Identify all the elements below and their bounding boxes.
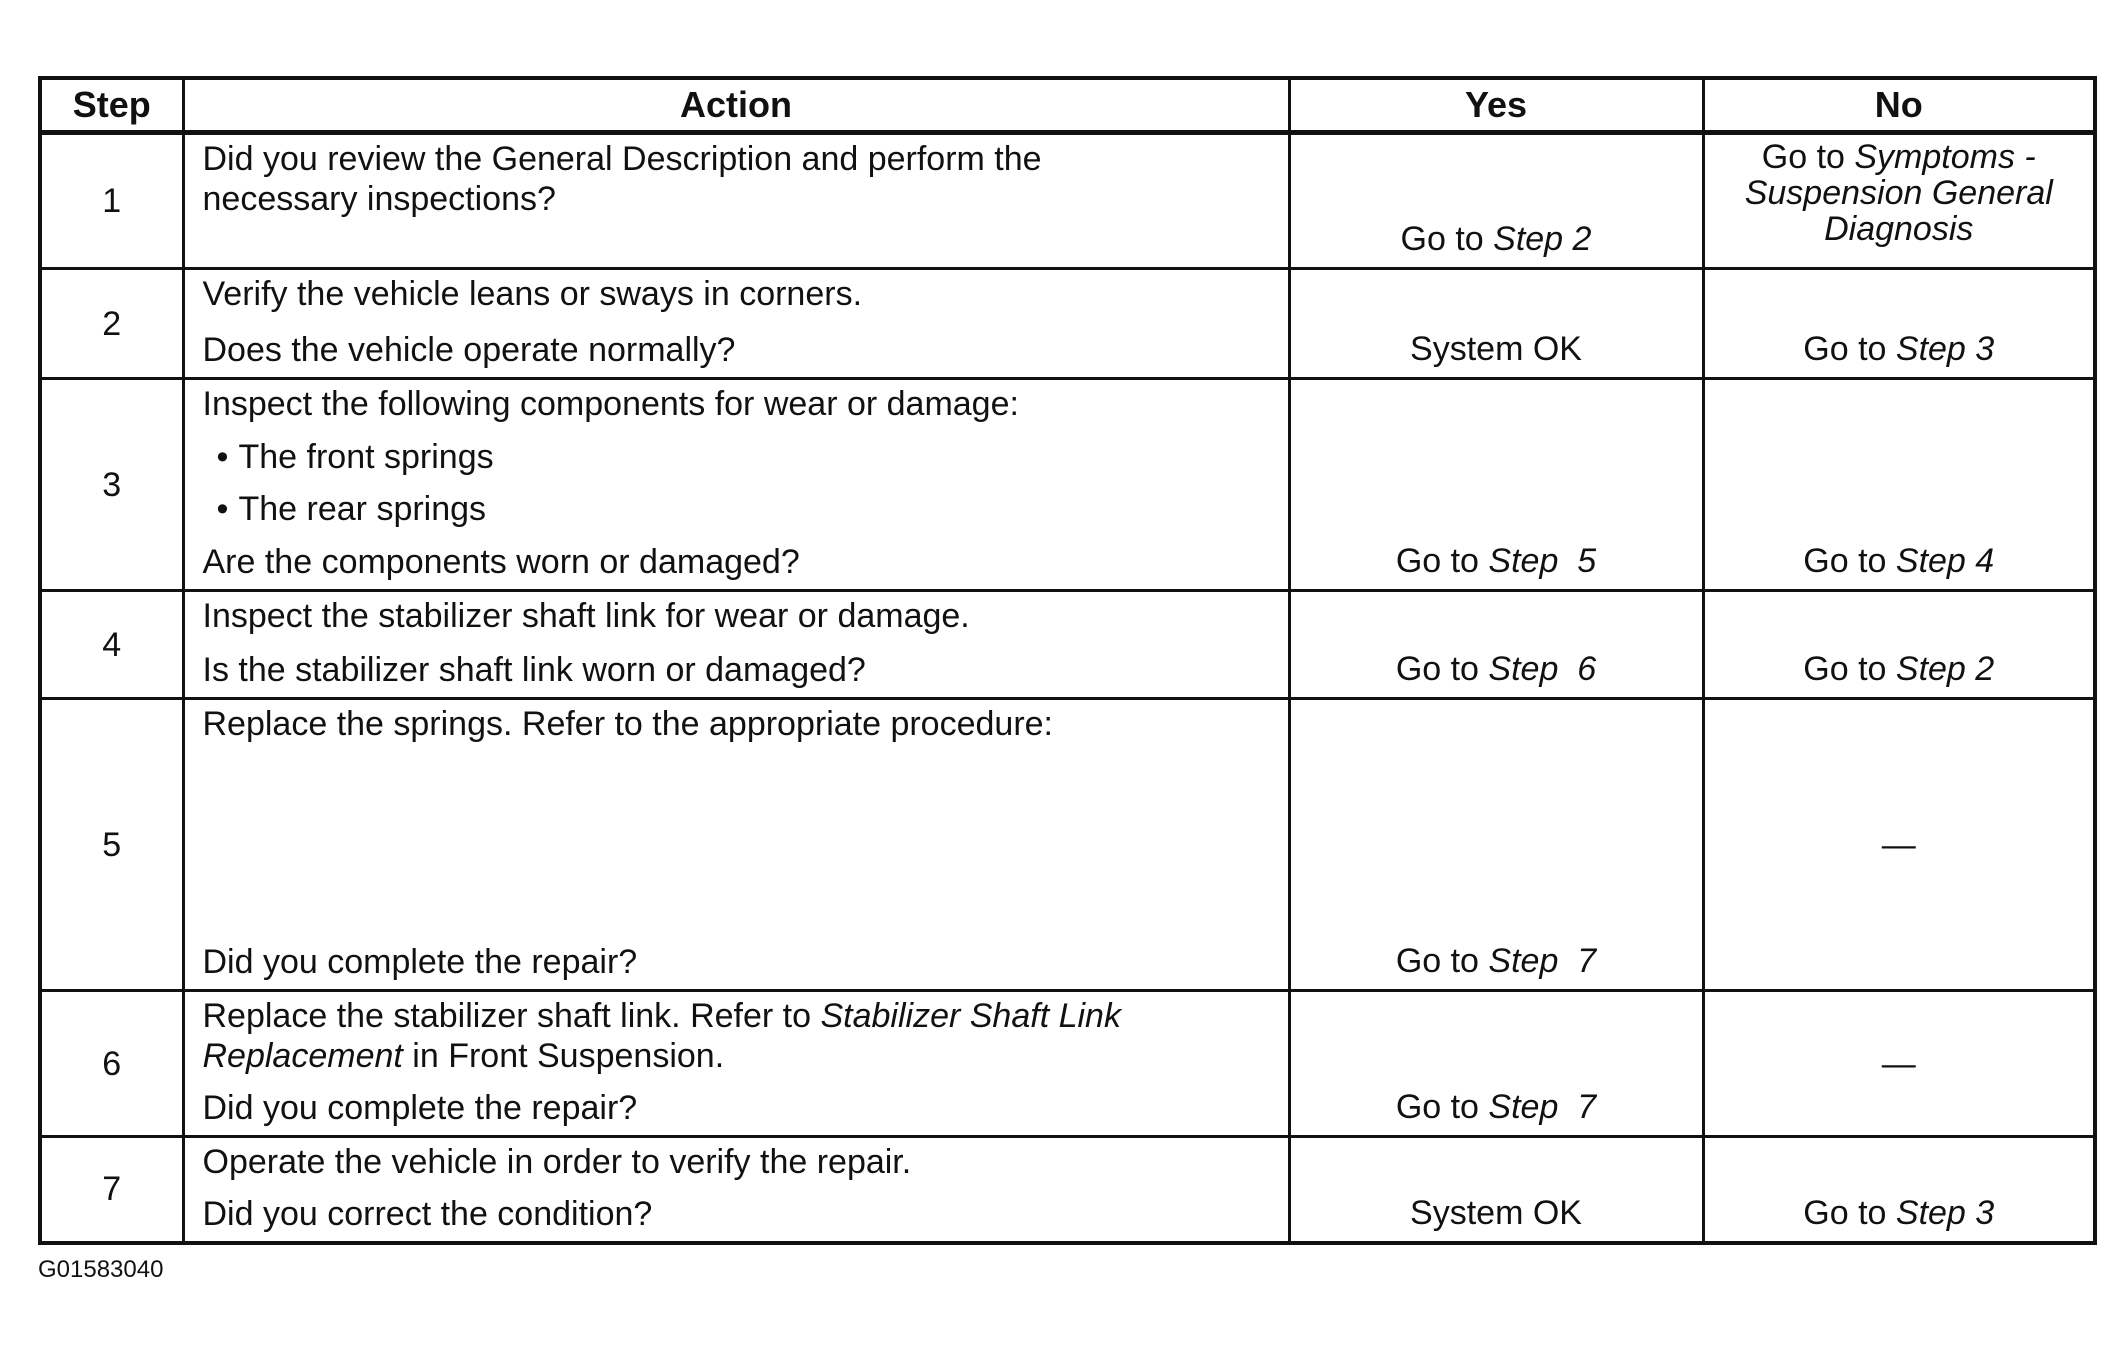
table-row xyxy=(40,1137,2095,1243)
no-prefix: Go to xyxy=(1803,650,1896,688)
no-prefix: Go to xyxy=(1803,330,1896,368)
bullet-item: • The rear springs xyxy=(203,489,1280,529)
action-text: Replace the springs. Refer to the appropriate procedure: xyxy=(202,705,1053,743)
procedure-reference: Suspension General xyxy=(1744,174,2053,212)
no-cell xyxy=(1703,699,2095,991)
action-text: Did you complete the repair? xyxy=(202,1089,638,1127)
step-reference: Step 4 xyxy=(1895,542,1995,580)
step-number: 5 xyxy=(40,699,183,991)
table-row xyxy=(40,591,2095,699)
yes-cell xyxy=(1289,591,1703,699)
no-prefix: Go to xyxy=(1761,138,1855,176)
figure-id: G01583040 xyxy=(38,1256,164,1283)
action-cell xyxy=(183,991,1289,1137)
header-yes: Yes xyxy=(1289,78,1703,133)
yes-prefix: Go to xyxy=(1395,942,1489,980)
action-text: Did you complete the repair? xyxy=(202,943,638,981)
step-reference: Step 3 xyxy=(1895,330,1995,368)
procedure-reference: Symptoms - xyxy=(1854,138,2036,176)
procedure-reference: Diagnosis xyxy=(1824,210,1974,248)
action-cell xyxy=(183,269,1289,379)
yes-text: System OK xyxy=(1410,330,1582,368)
action-text: Inspect the stabilizer shaft link for wear or damage. xyxy=(202,597,970,635)
procedure-reference: Replacement xyxy=(202,1037,403,1075)
diagnostic-table xyxy=(38,76,2097,1245)
no-cell xyxy=(1703,591,2095,699)
step-number: 6 xyxy=(40,991,183,1137)
header-row xyxy=(40,78,2095,133)
table-row xyxy=(40,379,2095,591)
step-number: 3 xyxy=(40,379,183,591)
step-reference: Step 6 xyxy=(1488,650,1597,688)
action-cell xyxy=(183,133,1289,269)
action-text: Verify the vehicle leans or sways in corners. xyxy=(202,275,863,313)
step-number: 2 xyxy=(40,269,183,379)
header-action: Action xyxy=(183,78,1289,133)
not-applicable-dash: — xyxy=(1881,825,1916,864)
yes-prefix: Go to xyxy=(1395,1088,1489,1126)
yes-cell xyxy=(1289,699,1703,991)
no-cell xyxy=(1703,1137,2095,1243)
table-row xyxy=(40,699,2095,991)
yes-prefix: Go to xyxy=(1400,220,1494,258)
action-text: Is the stabilizer shaft link worn or damaged? xyxy=(202,651,866,689)
step-reference: Step 3 xyxy=(1895,1193,1995,1232)
step-reference: Step 7 xyxy=(1488,942,1597,980)
action-text-part: in Front Suspension. xyxy=(402,1037,725,1075)
no-prefix: Go to xyxy=(1803,1193,1896,1232)
no-cell xyxy=(1703,269,2095,379)
table-row xyxy=(40,991,2095,1137)
yes-cell xyxy=(1289,269,1703,379)
action-cell xyxy=(183,591,1289,699)
yes-prefix: Go to xyxy=(1395,650,1489,688)
action-cell xyxy=(183,699,1289,991)
yes-cell xyxy=(1289,991,1703,1137)
action-cell xyxy=(183,1137,1289,1243)
no-cell xyxy=(1703,133,2095,269)
no-prefix: Go to xyxy=(1803,542,1896,580)
action-text: Did you correct the condition? xyxy=(202,1195,653,1233)
procedure-reference: Stabilizer Shaft Link xyxy=(820,997,1121,1035)
step-reference: Step 5 xyxy=(1488,542,1597,580)
table-row xyxy=(40,133,2095,269)
action-text: Did you review the General Description and perform the xyxy=(202,140,1042,178)
action-text: Inspect the following components for wear or damage: xyxy=(202,385,1019,423)
yes-prefix: Go to xyxy=(1395,542,1489,580)
step-reference: Step 2 xyxy=(1895,650,1995,688)
bullet-item: • The front springs xyxy=(203,437,1280,477)
yes-cell xyxy=(1289,379,1703,591)
action-text: Operate the vehicle in order to verify the repair. xyxy=(202,1143,912,1181)
step-reference: Step 2 xyxy=(1493,220,1592,258)
not-applicable-dash: — xyxy=(1881,1044,1916,1083)
action-text: Are the components worn or damaged? xyxy=(202,542,800,581)
action-text xyxy=(203,996,1280,1076)
action-text-part: Replace the stabilizer shaft link. Refer to xyxy=(202,997,821,1035)
step-reference: Step 7 xyxy=(1488,1088,1597,1126)
action-text: necessary inspections? xyxy=(202,180,556,218)
no-cell xyxy=(1703,991,2095,1137)
no-cell xyxy=(1703,379,2095,591)
table-row xyxy=(40,269,2095,379)
yes-text: System OK xyxy=(1410,1193,1582,1232)
action-cell xyxy=(183,379,1289,591)
step-number: 7 xyxy=(40,1137,183,1243)
step-number: 4 xyxy=(40,591,183,699)
yes-cell xyxy=(1289,133,1703,269)
yes-cell xyxy=(1289,1137,1703,1243)
action-text: Does the vehicle operate normally? xyxy=(202,331,736,369)
header-step: Step xyxy=(40,78,183,133)
header-no: No xyxy=(1703,78,2095,133)
step-number: 1 xyxy=(40,133,183,269)
